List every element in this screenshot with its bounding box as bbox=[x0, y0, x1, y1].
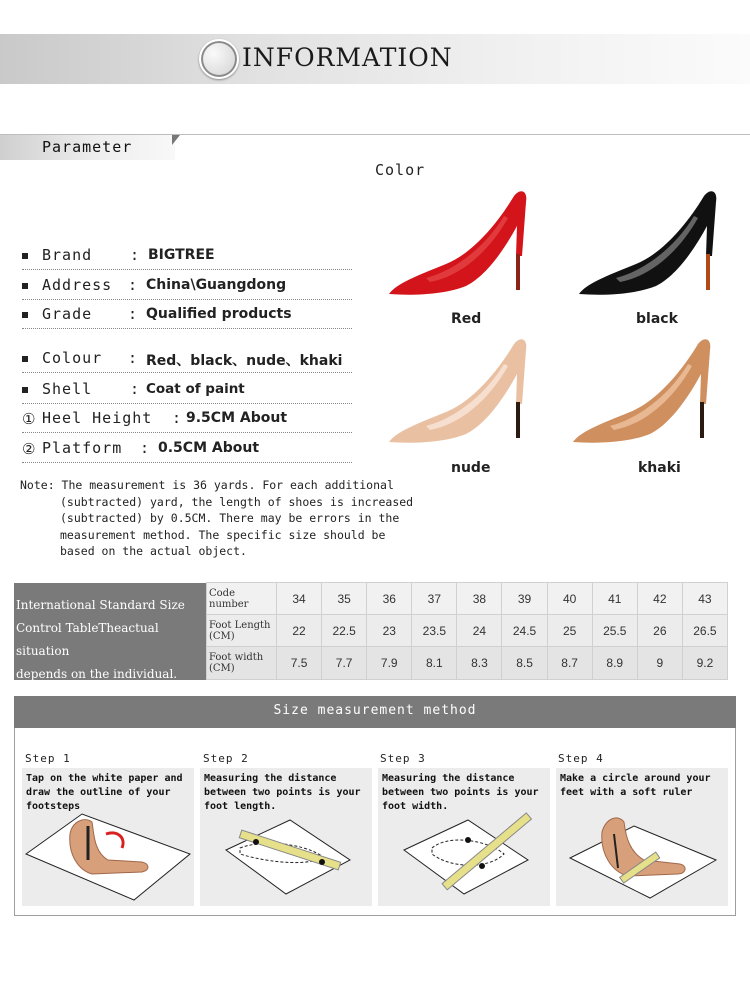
size-cell: 8.1 bbox=[411, 646, 457, 680]
size-cell: 25 bbox=[547, 614, 593, 647]
circled-number: ① bbox=[22, 410, 36, 428]
step-2-title: Step 2 bbox=[203, 752, 249, 765]
shoe-red bbox=[386, 186, 536, 298]
param-separator: : bbox=[128, 305, 139, 323]
color-label-black: black bbox=[636, 311, 678, 327]
param-separator: : bbox=[128, 349, 139, 367]
circle-ornament-icon bbox=[199, 39, 239, 79]
param-row-address bbox=[22, 273, 352, 300]
param-label: Platform bbox=[42, 439, 123, 457]
size-cell: 41 bbox=[592, 582, 638, 615]
size-cell: 25.5 bbox=[592, 614, 638, 647]
param-separator: : bbox=[130, 246, 141, 264]
step-3-desc: Measuring the distance between two points is your foot width. bbox=[382, 773, 539, 812]
size-row-label: Code number bbox=[206, 582, 277, 615]
size-cell: 7.5 bbox=[276, 646, 322, 680]
caption-line: depends on the individual. bbox=[16, 667, 178, 681]
step-4-title: Step 4 bbox=[558, 752, 604, 765]
param-value: 0.5CM About bbox=[158, 440, 260, 456]
step-2-desc: Measuring the distance between two points is your foot length. bbox=[204, 773, 361, 812]
size-cell: 9.2 bbox=[682, 646, 728, 680]
step-3-title: Step 3 bbox=[380, 752, 426, 765]
param-label: Brand bbox=[42, 246, 93, 264]
param-label: Colour bbox=[42, 349, 103, 367]
bullet-icon bbox=[22, 387, 28, 393]
note-rest: (subtracted) yard, the length of shoes is increased (subtracted) by 0.5CM. There may be errors in the measurement method. The specific size should be based on the actual object. bbox=[60, 494, 414, 558]
size-cell: 23.5 bbox=[411, 614, 457, 647]
size-cell: 8.9 bbox=[592, 646, 638, 680]
size-cell: 24.5 bbox=[501, 614, 547, 647]
param-value: Qualified products bbox=[146, 306, 292, 322]
foot-outline-icon bbox=[22, 804, 194, 904]
size-cell: 38 bbox=[456, 582, 502, 615]
size-cell: 39 bbox=[501, 582, 547, 615]
param-row-grade bbox=[22, 302, 352, 329]
color-label-red: Red bbox=[451, 311, 482, 327]
bullet-icon bbox=[22, 312, 28, 318]
bullet-icon bbox=[22, 253, 28, 259]
param-label: Grade bbox=[42, 305, 93, 323]
size-cell: 35 bbox=[321, 582, 367, 615]
size-table bbox=[207, 583, 728, 680]
caption-line: Control TableTheactual situation bbox=[16, 621, 159, 658]
param-value: China\Guangdong bbox=[146, 277, 287, 293]
size-row-label: Foot width (CM) bbox=[206, 646, 277, 680]
param-value: 9.5CM About bbox=[186, 410, 288, 426]
bullet-icon bbox=[22, 356, 28, 362]
param-row-heel-height bbox=[22, 406, 352, 433]
bullet-icon bbox=[22, 283, 28, 289]
size-cell: 24 bbox=[456, 614, 502, 647]
shoe-nude-body bbox=[389, 339, 526, 443]
shoe-black-body bbox=[579, 191, 716, 295]
param-value: Red、black、nude、khaki bbox=[146, 353, 343, 369]
param-separator: : bbox=[172, 409, 183, 427]
param-separator: : bbox=[140, 439, 151, 457]
param-label: Address bbox=[42, 276, 113, 294]
size-cell: 40 bbox=[547, 582, 593, 615]
color-label-khaki: khaki bbox=[638, 460, 681, 476]
size-row-label: Foot Length (CM) bbox=[206, 614, 277, 647]
size-cell: 8.3 bbox=[456, 646, 502, 680]
parameter-tab-label: Parameter bbox=[42, 138, 133, 156]
size-cell: 7.7 bbox=[321, 646, 367, 680]
tab-corner-icon bbox=[172, 135, 180, 145]
size-table-caption bbox=[14, 583, 207, 680]
param-label: Heel Height bbox=[42, 409, 153, 427]
step-2-card bbox=[200, 768, 372, 906]
circled-number: ② bbox=[22, 440, 36, 458]
param-row-brand bbox=[22, 243, 352, 270]
size-cell: 26 bbox=[637, 614, 683, 647]
size-cell: 43 bbox=[682, 582, 728, 615]
foot-circumference-icon bbox=[556, 804, 728, 904]
shoe-khaki-body bbox=[573, 339, 710, 443]
shoe-nude bbox=[386, 334, 536, 446]
param-row-colour bbox=[22, 346, 352, 373]
information-banner bbox=[0, 34, 750, 84]
caption-line: International Standard Size bbox=[16, 598, 185, 612]
param-separator: : bbox=[128, 276, 139, 294]
size-cell: 42 bbox=[637, 582, 683, 615]
color-label-nude: nude bbox=[451, 460, 491, 476]
param-label: Shell bbox=[42, 380, 93, 398]
size-cell: 34 bbox=[276, 582, 322, 615]
size-cell: 9 bbox=[637, 646, 683, 680]
color-heading: Color bbox=[375, 161, 426, 179]
size-cell: 26.5 bbox=[682, 614, 728, 647]
measurement-note bbox=[20, 477, 420, 560]
size-cell: 37 bbox=[411, 582, 457, 615]
size-cell: 8.5 bbox=[501, 646, 547, 680]
param-row-platform bbox=[22, 436, 352, 463]
param-separator: : bbox=[130, 380, 141, 398]
size-cell: 22.5 bbox=[321, 614, 367, 647]
page-title: INFORMATION bbox=[242, 43, 453, 72]
step-1-desc: Tap on the white paper and draw the outline of your footsteps bbox=[26, 773, 183, 812]
shoe-black bbox=[576, 186, 726, 298]
step-3-card bbox=[378, 768, 550, 906]
param-value: Coat of paint bbox=[146, 381, 245, 397]
param-value: BIGTREE bbox=[148, 247, 215, 263]
foot-length-ruler-icon bbox=[200, 804, 372, 904]
size-cell: 8.7 bbox=[547, 646, 593, 680]
note-first-line: Note: The measurement is 36 yards. For each additional bbox=[20, 478, 394, 492]
param-row-shell bbox=[22, 377, 352, 404]
size-cell: 23 bbox=[366, 614, 412, 647]
size-cell: 7.9 bbox=[366, 646, 412, 680]
step-4-card bbox=[556, 768, 728, 906]
size-cell: 22 bbox=[276, 614, 322, 647]
measurement-title: Size measurement method bbox=[14, 696, 736, 728]
foot-width-ruler-icon bbox=[378, 804, 550, 904]
step-1-title: Step 1 bbox=[25, 752, 71, 765]
step-4-desc: Make a circle around your feet with a soft ruler bbox=[560, 773, 711, 798]
shoe-red-body bbox=[389, 191, 526, 295]
parameter-tab bbox=[0, 135, 175, 160]
step-1-card bbox=[22, 768, 194, 906]
shoe-khaki bbox=[570, 334, 720, 446]
size-cell: 36 bbox=[366, 582, 412, 615]
